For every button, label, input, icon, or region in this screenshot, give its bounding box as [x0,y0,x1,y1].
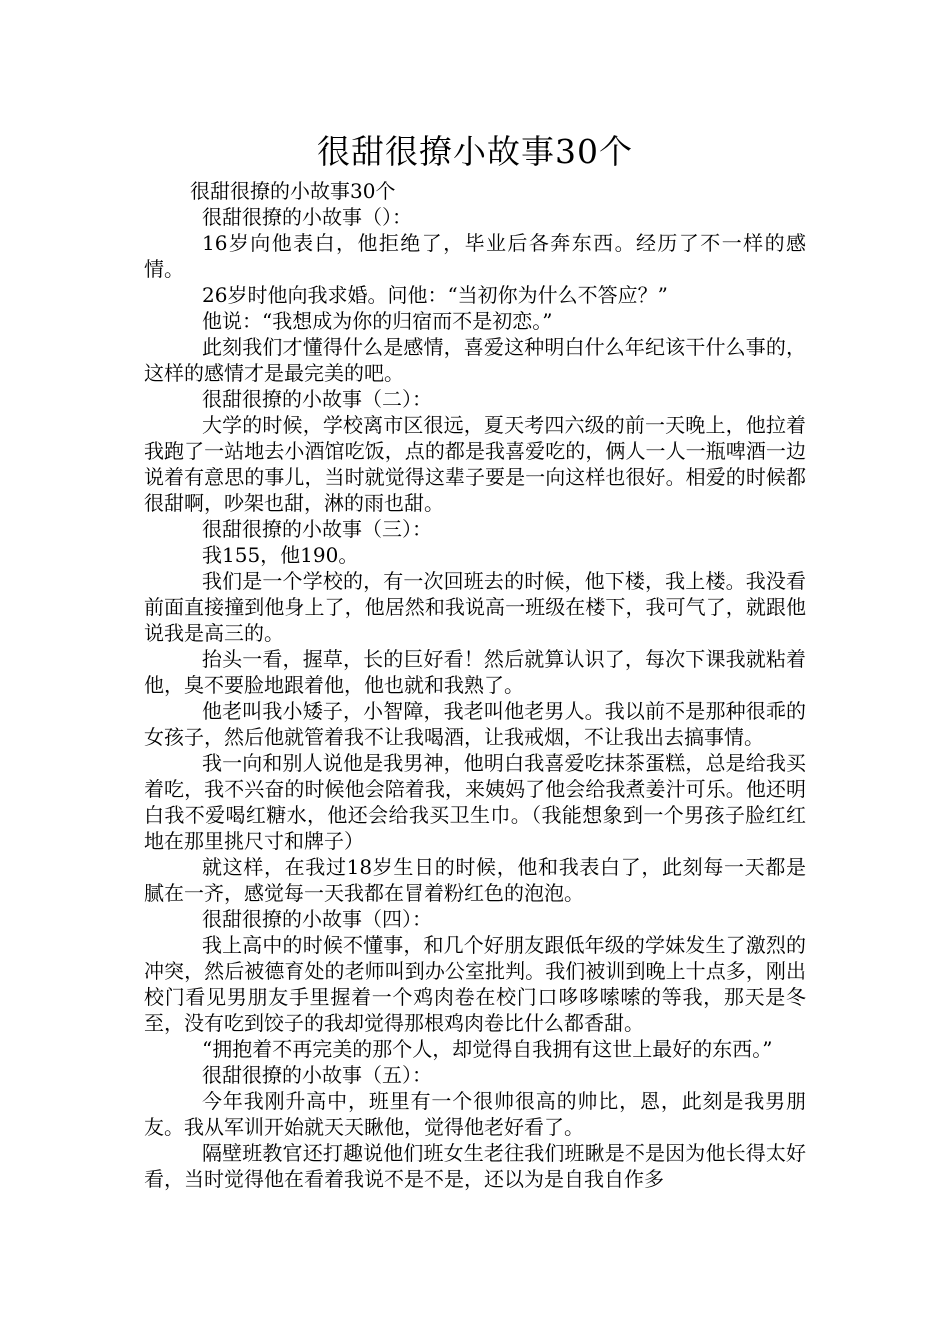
paragraph: 抬头一看，握草，长的巨好看！然后就算认识了，每次下课我就粘着他，臭不要脸地跟着他，他也就和我熟了。 [144,647,806,697]
paragraph: 我155，他190。 [202,543,359,567]
paragraph: 16岁向他表白，他拒绝了，毕业后各奔东西。经历了不一样的感情。 [144,231,806,281]
document-title: 很甜很撩小故事30个 [317,132,633,171]
document-page [144,126,806,1192]
paragraph: 大学的时候，学校离市区很远，夏天考四六级的前一天晚上，他拉着我跑了一站地去小酒馆吃饭，点的都是我喜爱吃的，俩人一人一瓶啤酒一边说着有意思的事儿，当时就觉得这辈子要是一向这样也很好。相爱的时候都很甜啊，吵架也甜，淋的雨也甜。 [144,413,806,515]
document-subtitle: 很甜很撩的小故事30个 [190,179,396,203]
paragraph: 26岁时他向我求婚。问他：“当初你为什么不答应？” [202,283,668,307]
paragraph: 他说：“我想成为你的归宿而不是初恋。” [202,309,553,333]
paragraph: 就这样，在我过18岁生日的时候，他和我表白了，此刻每一天都是腻在一齐，感觉每一天我都在冒着粉红色的泡泡。 [144,855,806,905]
section-heading: 很甜很撩的小故事（五）： [202,1063,432,1087]
section-heading: 很甜很撩的小故事（四）： [202,907,432,931]
paragraph: 他老叫我小矮子，小智障，我老叫他老男人。我以前不是那种很乖的女孩子，然后他就管着我不让我喝酒，让我戒烟，不让我出去搞事情。 [144,699,806,749]
paragraph: 此刻我们才懂得什么是感情，喜爱这种明白什么年纪该干什么事的，这样的感情才是最完美的吧。 [144,335,806,385]
section-heading: 很甜很撩的小故事（二）： [202,387,432,411]
paragraph: 我们是一个学校的，有一次回班去的时候，他下楼，我上楼。我没看前面直接撞到他身上了，他居然和我说高一班级在楼下，我可气了，就跟他说我是高三的。 [144,569,806,645]
quote-paragraph: “拥抱着不再完美的那个人，却觉得自我拥有这世上最好的东西。” [202,1037,773,1061]
paragraph: 我上高中的时候不懂事，和几个好朋友跟低年级的学妹发生了激烈的冲突，然后被德育处的老师叫到办公室批判。我们被训到晚上十点多，刚出校门看见男朋友手里握着一个鸡肉卷在校门口哆哆嗦嗦的等我，那天是冬至，没有吃到饺子的我却觉得那根鸡肉卷比什么都香甜。 [144,933,806,1035]
paragraph: 很甜很撩的小故事（）： [202,205,412,229]
section-heading: 很甜很撩的小故事（三）： [202,517,432,541]
paragraph: 今年我刚升高中，班里有一个很帅很高的帅比，恩，此刻是我男朋友。我从军训开始就天天瞅他，觉得他老好看了。 [144,1089,806,1139]
paragraph: 隔壁班教官还打趣说他们班女生老往我们班瞅是不是因为他长得太好看，当时觉得他在看着我说不是不是，还以为是自我自作多 [144,1141,806,1191]
paragraph: 我一向和别人说他是我男神，他明白我喜爱吃抹茶蛋糕，总是给我买着吃，我不兴奋的时候他会陪着我，来姨妈了他会给我煮姜汁可乐。他还明白我不爱喝红糖水，他还会给我买卫生巾。（我能想象到一个男孩子脸红红地在那里挑尺寸和牌子） [144,751,806,853]
